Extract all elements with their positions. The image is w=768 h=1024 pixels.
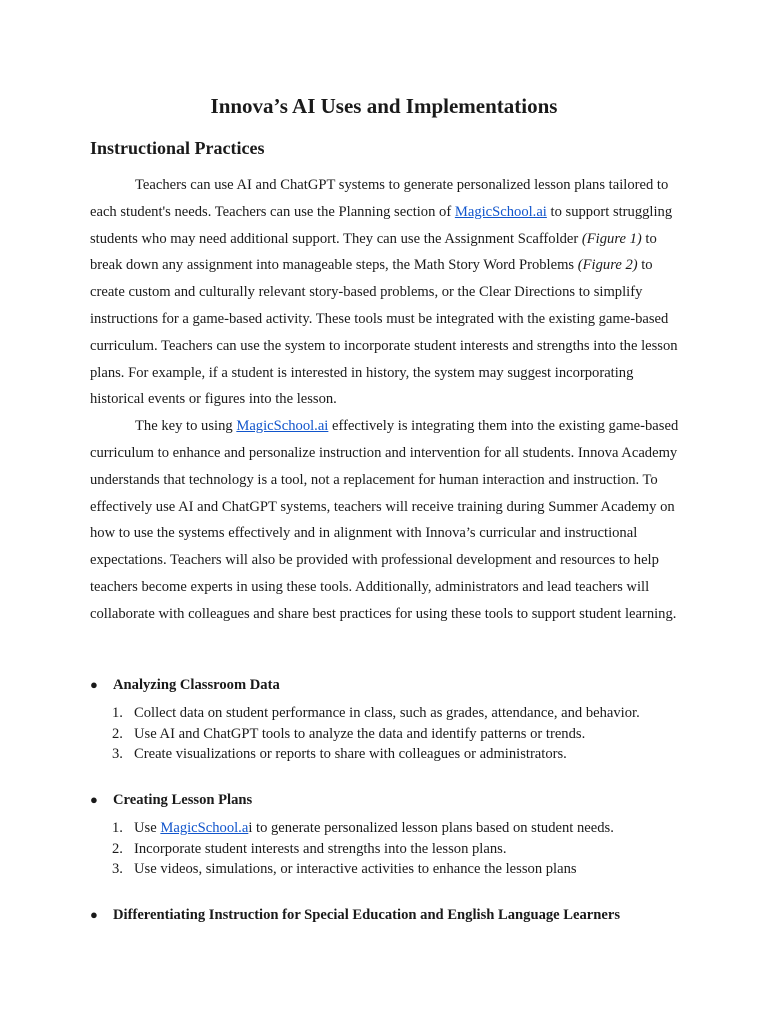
- paragraph-1-text-c: to break down any assignment into manageable steps, the Math Story Word Problems: [90, 230, 657, 274]
- list-item-text: Incorporate student interests and strengths into the lesson plans.: [134, 840, 507, 857]
- magicschool-link[interactable]: MagicSchool.ai: [454, 203, 547, 220]
- list-item: [90, 724, 690, 745]
- list-item: [90, 859, 690, 880]
- list-item: [90, 818, 690, 839]
- list-differentiating-instruction: [90, 905, 690, 925]
- list-item-text: Use videos, simulations, or interactive activities to enhance the lesson plans: [134, 861, 577, 877]
- list-item-text: [134, 818, 614, 839]
- list-number: 2.: [112, 725, 123, 742]
- bullet-icon: ●: [90, 792, 98, 807]
- paragraph-2: [90, 413, 680, 627]
- list-item: [90, 744, 690, 765]
- paragraph-1-text-a: Teachers can use AI and ChatGPT systems to generate personalized lesson plans tailored to each student's needs. Teachers can use the Planning section of: [90, 177, 669, 220]
- list-item-text: Use AI and ChatGPT tools to analyze the data and identify patterns or trends.: [134, 725, 586, 742]
- numbered-list: [90, 818, 690, 880]
- bullet-icon: ●: [90, 677, 98, 692]
- list-number: 1.: [112, 820, 123, 836]
- figure-1-reference: (Figure 1): [581, 230, 642, 247]
- list-number: 3.: [112, 861, 123, 877]
- bullet-heading: [90, 790, 690, 810]
- list-creating-lesson-plans: [90, 790, 690, 880]
- magicschool-link[interactable]: MagicSchool.a: [160, 820, 249, 836]
- list-number: 3.: [112, 746, 123, 762]
- section-heading-instructional-practices: Instructional Practices: [90, 138, 265, 158]
- list-analyzing-classroom-data: [90, 675, 690, 765]
- figure-2-reference: (Figure 2): [577, 257, 638, 274]
- body-text: [90, 172, 680, 628]
- list-item-text-suffix: i to generate personalized lesson plans based on student needs.: [248, 820, 614, 836]
- magicschool-link[interactable]: MagicSchool.ai: [236, 418, 329, 435]
- paragraph-1-text-b: to support struggling students who may need additional support. They can use the Assignment Scaffolder: [90, 203, 673, 247]
- list-item-text: Collect data on student performance in class, such as grades, attendance, and behavior.: [134, 705, 640, 721]
- list-item: [90, 703, 690, 724]
- list-item-text-prefix: Use: [134, 820, 161, 836]
- paragraph-2-text-a: The key to using: [135, 418, 237, 435]
- bullet-heading-text: Differentiating Instruction for Special Education and English Language Learners: [113, 907, 621, 923]
- paragraph-2-text-b: effectively is integrating them into the existing game-based curriculum to enhance and personalize instruction and intervention for all students. Innova Academy understands that technology is a tool, not a replacement for human interaction and instruction. To effectively use AI and ChatGPT systems, teachers will receive training during Summer Academy on how to use the systems effectively and in alignment with Innova’s curricular and instructional expectations. Teachers will also be provided with professional development and resources to help teachers become experts in using these tools. Additionally, administrators and lead teachers will collaborate with colleagues and share best practices for using these tools to support student learning.: [90, 418, 679, 622]
- bullet-icon: ●: [90, 907, 98, 922]
- bullet-heading-text: Creating Lesson Plans: [113, 792, 253, 808]
- document-title: Innova’s AI Uses and Implementations: [210, 94, 558, 118]
- paragraph-1-text-d: to create custom and culturally relevant story-based problems, or the Clear Directions to simplify instructions for a game-based activity. These tools must be integrated with the existing game-based curriculum. Teachers can use the system to incorporate student interests and strengths into the lesson plans. For example, if a student is interested in history, the system may suggest incorporating historical events or figures into the lesson.: [90, 257, 678, 408]
- bullet-heading: [90, 675, 690, 695]
- list-item: [90, 839, 690, 860]
- bullet-heading: [90, 905, 690, 925]
- list-number: 2.: [112, 840, 123, 857]
- numbered-list: [90, 703, 690, 765]
- paragraph-1: [90, 172, 680, 413]
- list-item-text: Create visualizations or reports to share with colleagues or administrators.: [134, 746, 567, 762]
- bullet-heading-text: Analyzing Classroom Data: [113, 677, 280, 693]
- list-number: 1.: [112, 705, 123, 721]
